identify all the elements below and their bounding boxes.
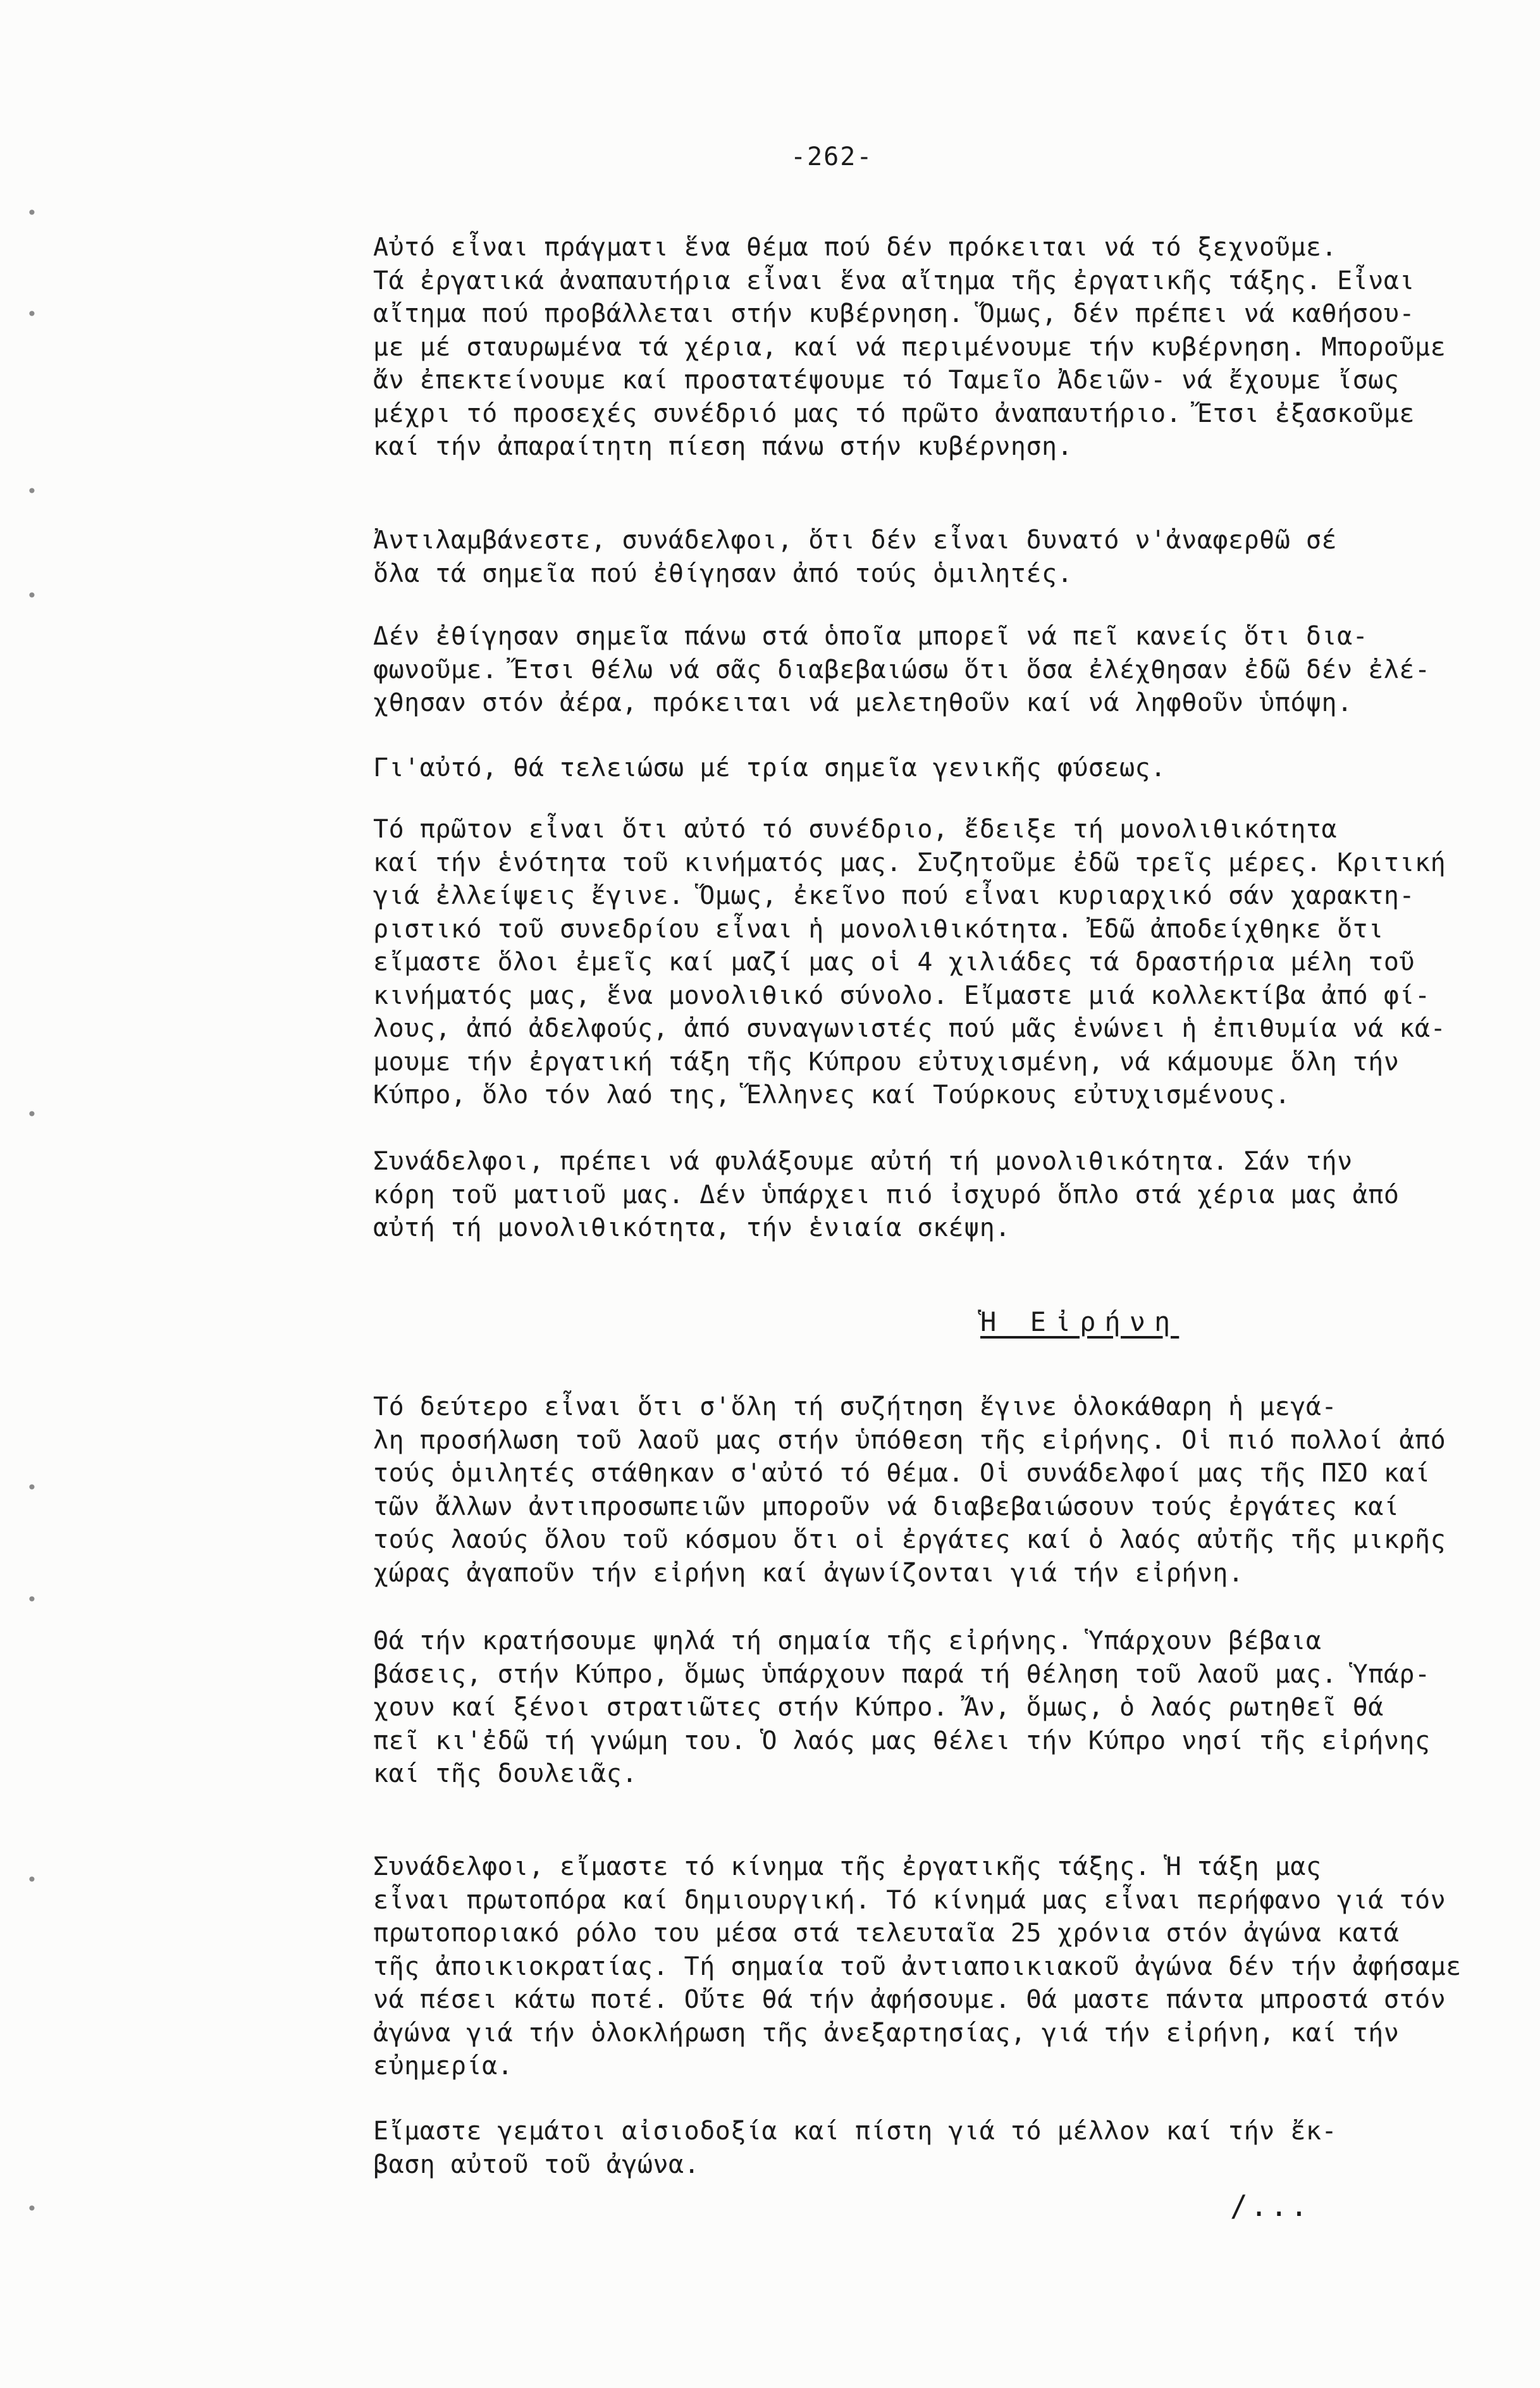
margin-mark: •: [27, 1104, 37, 1125]
paragraph-3: Δέν ἐθίγησαν σημεῖα πάνω στά ὁποῖα μπορεῖ νά πεῖ κανείς ὅτι δια- φωνοῦμε. Ἔτσι θέλω νά σᾶς διαβεβαιώσω ὅτι ὅσα ἐλέχθησαν ἐδῶ δέν ἐλέ- χθησαν στόν ἀέρα, πρόκειται νά μελετηθοῦν καί νά ληφθοῦν ὑπόψη.: [373, 622, 1431, 717]
page-number: -262-: [791, 142, 873, 171]
paragraph-8: Θά τήν κρατήσουμε ψηλά τή σημαία τῆς εἰρήνης. Ὑπάρχουν βέβαια βάσεις, στήν Κύπρο, ὅμως ὑπάρχουν παρά τή θέληση τοῦ λαοῦ μας. Ὑπάρ- χουν καί ξένοι στρατιῶτες στήν Κύπρο. Ἄν, ὅμως, ὁ λαός ρωτηθεῖ θά πεῖ κι'ἐδῶ τή γνώμη του. Ὁ λαός μας θέλει τήν Κύπρο νησί τῆς εἰρήνης καί τῆς δουλειᾶς.: [373, 1626, 1431, 1788]
paragraph-1: Αὐτό εἶναι πράγματι ἕνα θέμα πού δέν πρόκειται νά τό ξεχνοῦμε. Τά ἐργατικά ἀναπαυτήρια εἶναι ἕνα αἴτημα τῆς ἐργατικῆς τάξης. Εἶναι αἴτημα πού προβάλλεται στήν κυβέρνηση. Ὅμως, δέν πρέπει νά καθήσου- με μέ σταυρωμένα τά χέρια, καί νά περιμένουμε τήν κυβέρνηση. Μποροῦμε ἄν ἐπεκτείνουμε καί προστατέψουμε τό Ταμεῖο Ἀδειῶν- νά ἔχουμε ἴσως μέχρι τό προσεχές συνέδριό μας τό πρῶτο ἀναπαυτήριο. Ἔτσι ἐξασκοῦμε καί τήν ἀπαραίτητη πίεση πάνω στήν κυβέρνηση.: [373, 233, 1446, 461]
paragraph-7: Τό δεύτερο εἶναι ὅτι σ'ὅλη τή συζήτηση ἔγινε ὁλοκάθαρη ἡ μεγά- λη προσήλωση τοῦ λαοῦ μας στήν ὑπόθεση τῆς εἰρήνης. Οἱ πιό πολλοί ἀπό τούς ὁμιλητές στάθηκαν σ'αὐτό τό θέμα. Οἱ συνάδελφοί μας τῆς ΠΣΟ καί τῶν ἄλλων ἀντιπροσωπειῶν μποροῦν νά διαβεβαιώσουν τούς ἐργάτες καί τούς λαούς ὅλου τοῦ κόσμου ὅτι οἱ ἐργάτες καί ὁ λαός αὐτῆς τῆς μικρῆς χώρας ἀγαποῦν τήν εἰρήνη καί ἀγωνίζονται γιά τήν εἰρήνη.: [373, 1392, 1446, 1588]
section-heading: Ἡ Εἰρήνη: [980, 1306, 1180, 1337]
margin-mark: •: [27, 1477, 37, 1498]
margin-mark: •: [27, 2198, 37, 2219]
paragraph-6: Συνάδελφοι, πρέπει νά φυλάξουμε αὐτή τή μονολιθικότητα. Σάν τήν κόρη τοῦ ματιοῦ μας. Δέν ὑπάρχει πιό ἰσχυρό ὅπλο στά χέρια μας ἀπό αὐτή τή μονολιθικότητα, τήν ἑνιαία σκέψη.: [373, 1147, 1400, 1242]
continuation-mark: /...: [1230, 2189, 1310, 2223]
margin-mark: •: [27, 585, 37, 606]
margin-mark: •: [27, 1589, 37, 1610]
paragraph-2: Ἀντιλαμβάνεστε, συνάδελφοι, ὅτι δέν εἶναι δυνατό ν'ἀναφερθῶ σέ ὅλα τά σημεῖα πού ἐθίγησαν ἀπό τούς ὁμιλητές.: [373, 526, 1338, 588]
margin-mark: •: [27, 304, 37, 325]
paragraph-10: Εἴμαστε γεμάτοι αἰσιοδοξία καί πίστη γιά τό μέλλον καί τήν ἔκ- βαση αὐτοῦ τοῦ ἀγώνα.: [373, 2117, 1338, 2179]
margin-mark: •: [27, 481, 37, 502]
paragraph-5: Τό πρῶτον εἶναι ὅτι αὐτό τό συνέδριο, ἔδειξε τή μονολιθικότητα καί τήν ἑνότητα τοῦ κινήματός μας. Συζητοῦμε ἐδῶ τρεῖς μέρες. Κριτική γιά ἐλλείψεις ἔγινε. Ὅμως, ἐκεῖνο πού εἶναι κυριαρχικό σάν χαρακτη- ριστικό τοῦ συνεδρίου εἶναι ἡ μονολιθικότητα. Ἐδῶ ἀποδείχθηκε ὅτι εἴμαστε ὅλοι ἐμεῖς καί μαζί μας οἱ 4 χιλιάδες τά δραστήρια μέλη τοῦ κινήματός μας, ἕνα μονολιθικό σύνολο. Εἴμαστε μιά κολλεκτίβα ἀπό φί- λους, ἀπό ἀδελφούς, ἀπό συναγωνιστές πού μᾶς ἑνώνει ἡ ἐπιθυμία νά κά- μουμε τήν ἐργατική τάξη τῆς Κύπρου εὐτυχισμένη, νά κάμουμε ὅλη τήν Κύπρο, ὅλο τόν λαό της, Ἕλληνες καί Τούρκους εὐτυχισμένους.: [373, 815, 1446, 1110]
paragraph-4: Γι'αὐτό, θά τελειώσω μέ τρία σημεῖα γενικῆς φύσεως.: [373, 753, 1166, 783]
margin-mark: •: [27, 202, 37, 223]
margin-mark: •: [27, 1869, 37, 1890]
paragraph-9: Συνάδελφοι, εἴμαστε τό κίνημα τῆς ἐργατικῆς τάξης. Ἡ τάξη μας εἶναι πρωτοπόρα καί δημιουργική. Τό κίνημά μας εἶναι περήφανο γιά τόν πρωτοποριακό ρόλο του μέσα στά τελευταῖα 25 χρόνια στόν ἀγώνα κατά τῆς ἀποικιοκρατίας. Τή σημαία τοῦ ἀντιαποικιακοῦ ἀγώνα δέν τήν ἀφήσαμε νά πέσει κάτω ποτέ. Οὔτε θά τήν ἀφήσουμε. Θά μαστε πάντα μπροστά στόν ἀγώνα γιά τήν ὁλοκλήρωση τῆς ἀνεξαρτησίας, γιά τήν εἰρήνη, καί τήν εὐημερία.: [373, 1852, 1462, 2081]
